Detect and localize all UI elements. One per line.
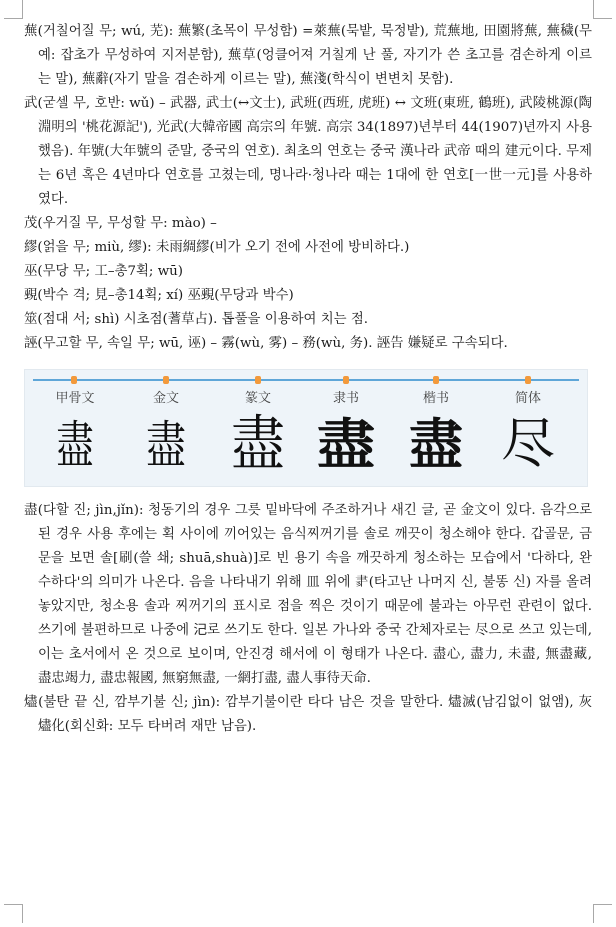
script-label: 篆文	[244, 391, 271, 406]
timeline-dot	[71, 376, 77, 384]
script-glyph: 盡	[409, 412, 463, 476]
script-col-regular	[396, 388, 476, 477]
entry-mao-luxuriant: 茂(우거질 무, 무성할 무: mào) –	[24, 216, 217, 231]
script-glyph: 盡	[231, 408, 285, 479]
entry-miu-bind: 繆(얽을 무; miù, 缪): 未雨綢繆(비가 오기 전에 사전에 방비하다.)	[24, 240, 410, 255]
script-glyph: 盡	[146, 416, 186, 474]
timeline-dot	[433, 376, 439, 384]
script-col-bronze	[126, 388, 206, 477]
script-glyph: 盡	[56, 416, 94, 474]
entry-jin-ember: 燼(불탄 끝 신, 깜부기불 신; jìn): 깜부기불이란 타다 남은 것을 말한다. 燼滅(남김없이 없앰), 灰燼化(회신화: 모두 타버려 재만 남음).	[24, 695, 592, 734]
script-evolution-figure	[24, 369, 588, 487]
crop-mark-top-right	[593, 0, 612, 19]
crop-mark-bottom-left	[4, 904, 23, 923]
script-col-simplified	[488, 388, 568, 476]
script-col-oracle	[35, 388, 115, 477]
script-label: 甲骨文	[55, 391, 95, 406]
script-label: 隶书	[332, 391, 359, 406]
entry-wu-slander: 誣(무고할 무, 속일 무; wū, 诬) – 霧(wù, 雾) – 務(wù, 务). 誣告 嫌疑로 구속되다.	[24, 336, 508, 351]
document-page	[24, 20, 592, 739]
entry-wu-martial: 武(굳셀 무, 호반: wǔ) – 武器, 武士(↔文士), 武班(西班, 虎班) ↔ 文班(東班, 鶴班), 武陵桃源(陶淵明의 '桃花源記'), 光武(大韓帝國 高宗의 年號. 高宗 34(1897)년부터 44(1907)년까지 사용했음). 年號(大年號의 준말, 중국의 연호). 최초의 연호는 중국 漢나라 武帝 때의 建元이다. 무제는 6년 혹은 4년마다 연호를 고쳤는데, 명나라·청나라 때는 1대에 한 연호[一世一元]를 사용하였다.	[24, 96, 592, 207]
script-glyph: 盡	[316, 412, 376, 476]
script-glyph: 尽	[501, 412, 555, 475]
entry-wu-weeds: 蕪(거칠어질 무; wú, 芜): 蕪繁(초목이 무성함) =萊蕪(묵밭, 묵정밭), 荒蕪地, 田園將蕪, 蕪穢(무예: 잡초가 무성하여 지저분함), 蕪草(엉클어져 거칠게 난 풀, 자기가 쓴 초고를 겸손하게 이르는 말), 蕪辭(자기 말을 겸손하게 이르는 말), 蕪淺(학식이 변변치 못함).	[24, 24, 592, 87]
timeline-line	[33, 379, 579, 381]
entry-shi-divination: 筮(점대 서; shì) 시초점(蓍草占). 톱풀을 이용하여 치는 점.	[24, 312, 369, 327]
entry-wu-shaman: 巫(무당 무; 工–총7획; wū)	[24, 264, 183, 279]
timeline-dot	[525, 376, 531, 384]
crop-mark-top-left	[4, 0, 23, 19]
crop-mark-bottom-right	[593, 904, 612, 923]
timeline-dot	[343, 376, 349, 384]
timeline-dot	[255, 376, 261, 384]
script-col-seal	[218, 388, 298, 479]
timeline-dot	[163, 376, 169, 384]
entry-xi-wizard: 覡(박수 격; 見–총14획; xí) 巫覡(무당과 박수)	[24, 288, 294, 303]
script-col-clerical	[306, 388, 386, 477]
script-label: 金文	[152, 391, 179, 406]
script-label: 简体	[514, 391, 541, 406]
entry-jin-exhaust: 盡(다할 진; jìn,jǐn): 청동기의 경우 그릇 밑바닥에 주조하거나 새긴 글, 곧 金文이 있다. 음각으로 된 경우 사용 후에는 획 사이에 끼어있는 음식찌꺼기를 솔로 깨끗이 청소해야 한다. 갑골문, 금문을 보면 솔[刷(쓸 쇄; shuā,shuà)]로 빈 용기 속을 깨끗하게 청소하는 모습에서 '다하다, 완수하다'의 의미가 나온다. 음을 나타내기 위해 皿 위에 𦘔(타고난 나머지 신, 불똥 신) 자를 올려놓았지만, 청소용 솔과 찌꺼기의 표시로 점을 찍은 것이기 때문에 불과는 아무런 관련이 없다. 쓰기에 불편하므로 나중에 𣲆로 쓰기도 한다. 일본 가나와 중국 간체자로는 尽으로 쓰고 있는데, 이는 초서에서 온 것으로 보이며, 안진경 해서에 이 형태가 나온다. 盡心, 盡力, 未盡, 無盡藏, 盡忠竭力, 盡忠報國, 無窮無盡, 一網打盡, 盡人事待天命.	[24, 503, 592, 686]
script-label: 楷书	[422, 391, 449, 406]
